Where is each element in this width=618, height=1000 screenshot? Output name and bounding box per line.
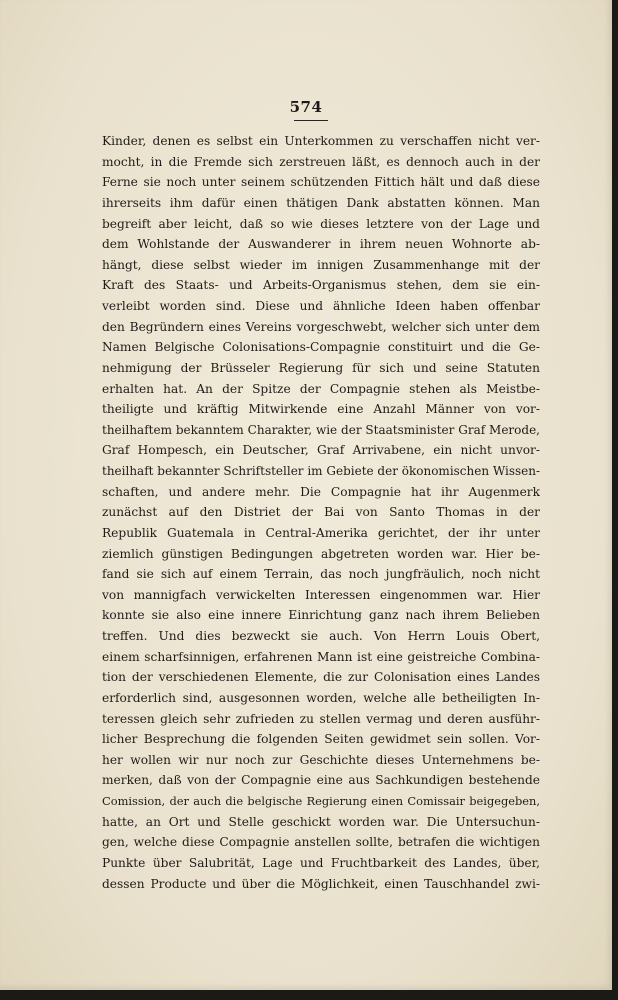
text-line: nehmigung der Brüsseler Regierung für sich und seine Statuten [102,360,540,375]
page-number: 574 [289,98,323,116]
text-line: einem scharfsinnigen, erfahrenen Mann ist eine geistreiche Combina- [102,649,540,664]
text-line: dem Wohlstande der Auswanderer in ihrem neuen Wohnorte ab- [102,237,540,252]
text-line: Kinder, denen es selbst ein Unterkommen zu verschaffen nicht ver- [102,134,540,148]
text-line: treffen. Und dies bezweckt sie auch. Von Herrn Louis Obert, [102,629,540,643]
text-line: verleibt worden sind. Diese und ähnliche Ideen haben offenbar [102,299,540,313]
text-line: her wollen wir nur noch zur Geschichte dieses Unternehmens be- [102,752,540,767]
text-line: teressen gleich sehr zufrieden zu stellen vermag und deren ausführ- [102,711,540,726]
text-line: theilhaftem bekanntem Charakter, wie der Staatsminister Graf Merode, [102,422,540,437]
text-line: Graf Hompesch, ein Deutscher, Graf Arrivabene, ein nicht unvor- [102,443,540,458]
text-line: erhalten hat. An der Spitze der Compagnie stehen als Meistbe- [102,381,540,396]
text-line: Republik Guatemala in Central-Amerika gerichtet, der ihr unter [102,525,540,540]
text-line: gen, welche diese Compagnie anstellen sollte, betrafen die wichtigen [102,835,540,850]
text-line: fand sie sich auf einem Terrain, das noch jungfräulich, noch nicht [102,567,540,582]
text-line: merken, daß von der Compagnie eine aus Sachkundigen bestehende [102,773,540,788]
text-line: konnte sie also eine innere Einrichtung ganz nach ihrem Belieben [102,608,540,623]
text-line: Ferne sie noch unter seinem schützenden Fittich hält und daß diese [102,175,540,190]
text-line: begreift aber leicht, daß so wie dieses letztere von der Lage und [102,216,540,231]
text-line: Kraft des Staats- und Arbeits-Organismus stehen, dem sie ein- [102,278,540,293]
page-number-underline [294,120,328,121]
text-line: Comission, der auch die belgische Regierung einen Comissair beigegeben, [102,794,540,808]
text-line: ihrerseits ihm dafür einen thätigen Dank abstatten können. Man [102,195,540,210]
text-line: erforderlich sind, ausgesonnen worden, welche alle betheiligten In- [102,690,540,705]
text-line: den Begründern eines Vereins vorgeschwebt, welcher sich unter dem [102,319,540,334]
text-line: dessen Producte und über die Möglichkeit, einen Tauschhandel zwi- [102,876,540,891]
text-line: Namen Belgische Colonisations-Compagnie constituirt und die Ge- [102,340,540,355]
text-line: von mannigfach verwickelten Interessen eingenommen war. Hier [102,587,540,602]
text-line: zunächst auf den Distriet der Bai von Santo Thomas in der [102,505,540,520]
text-line: Punkte über Salubrität, Lage und Fruchtbarkeit des Landes, über, [102,855,540,870]
text-line: tion der verschiedenen Elemente, die zur Colonisation eines Landes [102,670,540,685]
text-line: theilhaft bekannter Schriftsteller im Gebiete der ökonomischen Wissen- [102,464,540,478]
text-line: mocht, in die Fremde sich zerstreuen läßt, es dennoch auch in der [102,154,540,169]
text-line: ziemlich günstigen Bedingungen abgetreten worden war. Hier be- [102,546,540,561]
body-text [102,131,540,894]
text-line: hatte, an Ort und Stelle geschickt worden war. Die Untersuchun- [102,814,540,829]
text-line: licher Besprechung die folgenden Seiten gewidmet sein sollen. Vor- [102,732,540,747]
text-line: hängt, diese selbst wieder im innigen Zusammenhange mit der [102,257,540,272]
text-line: theiligte und kräftig Mitwirkende eine Anzahl Männer von vor- [102,402,540,417]
text-line: schaften, und andere mehr. Die Compagnie hat ihr Augenmerk [102,484,540,499]
